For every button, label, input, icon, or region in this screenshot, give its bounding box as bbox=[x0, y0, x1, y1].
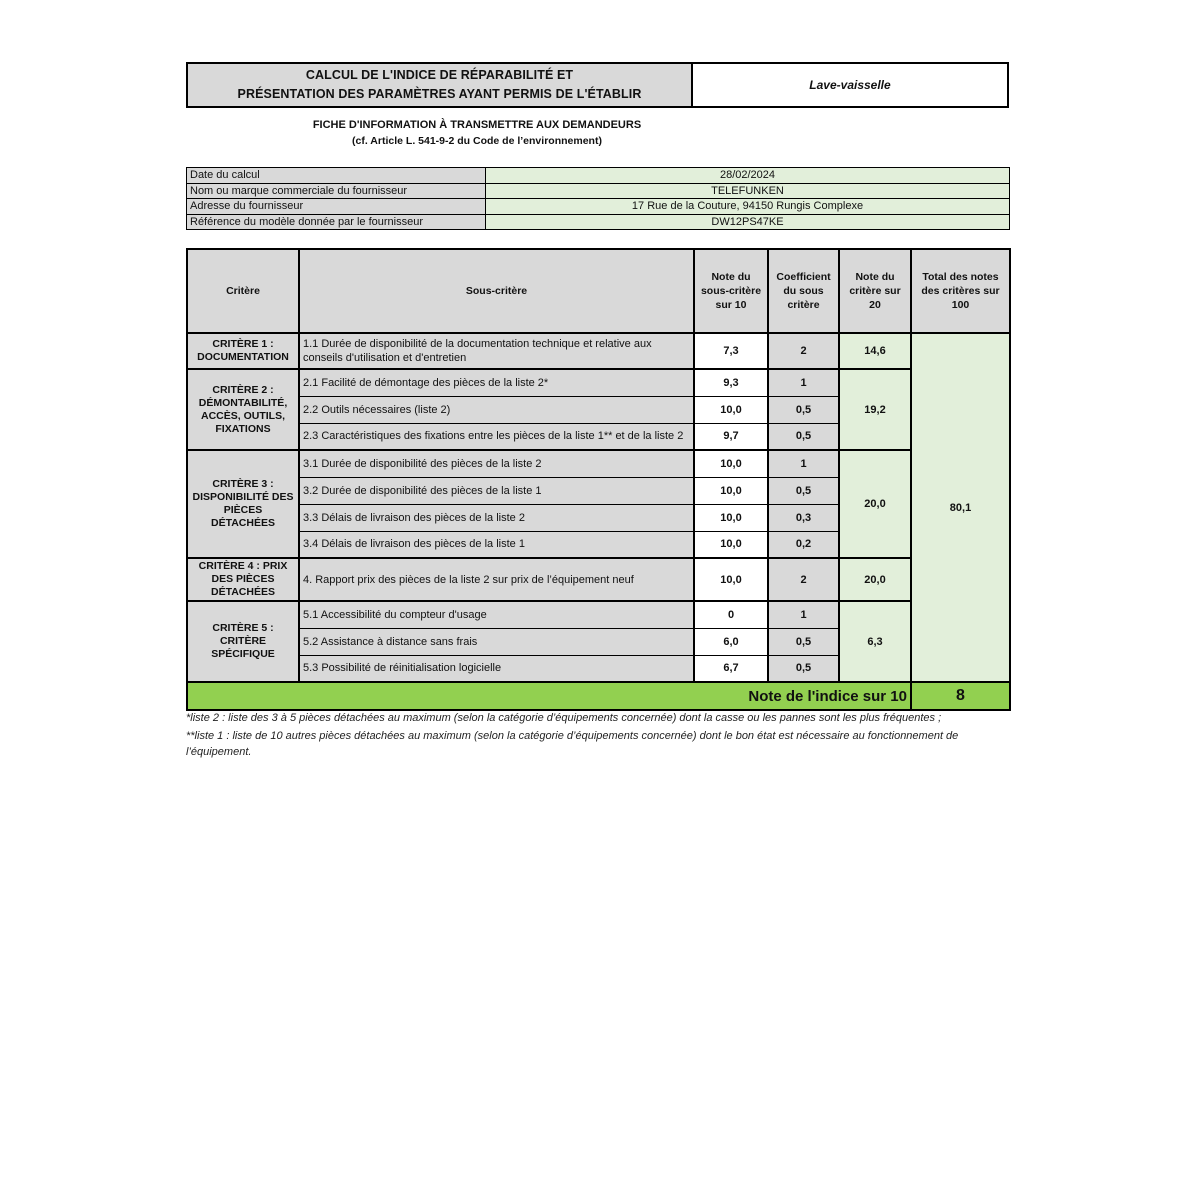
subcriterion-1-1-note: 7,3 bbox=[694, 333, 768, 369]
criterion-2-note20: 19,2 bbox=[839, 369, 911, 450]
document-title bbox=[188, 64, 693, 106]
footnote-liste2: *liste 2 : liste des 3 à 5 pièces détachées au maximum (selon la catégorie d’équipements concernée) dont la casse ou les pannes sont les plus fréquentes ; bbox=[186, 712, 942, 724]
subcriterion-2-1-note: 9,3 bbox=[694, 369, 768, 396]
subcriterion-2-2-note: 10,0 bbox=[694, 396, 768, 423]
subcriterion-3-4-coeff: 0,2 bbox=[768, 531, 839, 558]
subcriterion-5-1-label: 5.1 Accessibilité du compteur d'usage bbox=[299, 601, 694, 628]
total-notes-100: 80,1 bbox=[911, 333, 1010, 682]
subcriterion-2-2-coeff: 0,5 bbox=[768, 396, 839, 423]
subcriterion-2-3-label: 2.3 Caractéristiques des fixations entre les pièces de la liste 1** et de la liste 2 bbox=[299, 423, 694, 450]
criteria-score-table bbox=[186, 248, 1011, 711]
footnotes bbox=[186, 710, 976, 762]
criterion-5-note20: 6,3 bbox=[839, 601, 911, 682]
table-row bbox=[187, 450, 1010, 477]
subcriterion-3-3-label: 3.3 Délais de livraison des pièces de la liste 2 bbox=[299, 504, 694, 531]
subcriterion-5-3-label: 5.3 Possibilité de réinitialisation logicielle bbox=[299, 655, 694, 682]
criterion-4-name: CRITÈRE 4 : PRIX DES PIÈCES DÉTACHÉES bbox=[187, 558, 299, 601]
supplier-info-table bbox=[186, 167, 1010, 230]
subcriterion-3-1-coeff: 1 bbox=[768, 450, 839, 477]
info-label-address: Adresse du fournisseur bbox=[187, 199, 486, 215]
info-value-brand: TELEFUNKEN bbox=[486, 183, 1010, 199]
subcriterion-4-note: 10,0 bbox=[694, 558, 768, 601]
info-label-brand: Nom ou marque commerciale du fournisseur bbox=[187, 183, 486, 199]
criterion-2-name: CRITÈRE 2 : DÉMONTABILITÉ, ACCÈS, OUTILS, FIXATIONS bbox=[187, 369, 299, 450]
criterion-3-note20: 20,0 bbox=[839, 450, 911, 558]
header-note-sous-critere: Note du sous-critère sur 10 bbox=[694, 249, 768, 333]
subcriterion-3-1-note: 10,0 bbox=[694, 450, 768, 477]
subtitle: FICHE D'INFORMATION À TRANSMETTRE AUX DEMANDEURS bbox=[312, 119, 642, 131]
table-row bbox=[187, 558, 1010, 601]
subcriterion-5-2-coeff: 0,5 bbox=[768, 628, 839, 655]
table-row bbox=[187, 369, 1010, 396]
subcriterion-2-1-coeff: 1 bbox=[768, 369, 839, 396]
criterion-3-name: CRITÈRE 3 : DISPONIBILITÉ DES PIÈCES DÉTACHÉES bbox=[187, 450, 299, 558]
subcriterion-2-1-label: 2.1 Facilité de démontage des pièces de la liste 2* bbox=[299, 369, 694, 396]
document-title-line2: PRÉSENTATION DES PARAMÈTRES AYANT PERMIS DE L'ÉTABLIR bbox=[237, 87, 642, 101]
subcriterion-1-1-label: 1.1 Durée de disponibilité de la documentation technique et relative aux conseils d'utilisation et d'entretien bbox=[299, 333, 694, 369]
table-header-row bbox=[187, 249, 1010, 333]
criterion-1-note20: 14,6 bbox=[839, 333, 911, 369]
info-row-date bbox=[187, 168, 1010, 184]
subcriterion-3-1-label: 3.1 Durée de disponibilité des pièces de la liste 2 bbox=[299, 450, 694, 477]
subcriterion-3-4-note: 10,0 bbox=[694, 531, 768, 558]
info-row-model bbox=[187, 214, 1010, 230]
footnote-liste1: **liste 1 : liste de 10 autres pièces détachées au maximum (selon la catégorie d’équipements concernée) dont le bon état est nécessaire au fonctionnement de l’équipement. bbox=[186, 730, 959, 758]
header-coefficient: Coefficient du sous critère bbox=[768, 249, 839, 333]
subcriterion-3-2-coeff: 0,5 bbox=[768, 477, 839, 504]
subcriterion-4-label: 4. Rapport prix des pièces de la liste 2 sur prix de l’équipement neuf bbox=[299, 558, 694, 601]
subcriterion-3-2-label: 3.2 Durée de disponibilité des pièces de la liste 1 bbox=[299, 477, 694, 504]
subcriterion-3-4-label: 3.4 Délais de livraison des pièces de la liste 1 bbox=[299, 531, 694, 558]
document-title-line1: CALCUL DE L'INDICE DE RÉPARABILITÉ ET bbox=[305, 68, 574, 82]
subcriterion-3-3-note: 10,0 bbox=[694, 504, 768, 531]
subcriterion-2-2-label: 2.2 Outils nécessaires (liste 2) bbox=[299, 396, 694, 423]
subtitle-block bbox=[186, 118, 768, 150]
subcriterion-5-3-note: 6,7 bbox=[694, 655, 768, 682]
info-value-address: 17 Rue de la Couture, 94150 Rungis Complexe bbox=[486, 199, 1010, 215]
index-score-value: 8 bbox=[911, 682, 1010, 710]
criterion-4-note20: 20,0 bbox=[839, 558, 911, 601]
index-row bbox=[187, 682, 1010, 710]
subcriterion-5-2-label: 5.2 Assistance à distance sans frais bbox=[299, 628, 694, 655]
info-row-brand bbox=[187, 183, 1010, 199]
subcriterion-5-1-coeff: 1 bbox=[768, 601, 839, 628]
subcriterion-3-3-coeff: 0,3 bbox=[768, 504, 839, 531]
table-row bbox=[187, 333, 1010, 369]
info-label-date: Date du calcul bbox=[187, 168, 486, 184]
subcriterion-5-2-note: 6,0 bbox=[694, 628, 768, 655]
criterion-1-name: CRITÈRE 1 : DOCUMENTATION bbox=[187, 333, 299, 369]
header-critere: Critère bbox=[187, 249, 299, 333]
info-label-model: Référence du modèle donnée par le fournisseur bbox=[187, 214, 486, 230]
criterion-5-name: CRITÈRE 5 : CRITÈRE SPÉCIFIQUE bbox=[187, 601, 299, 682]
subcriterion-2-3-note: 9,7 bbox=[694, 423, 768, 450]
title-box bbox=[186, 62, 1009, 108]
header-note-critere-20: Note du critère sur 20 bbox=[839, 249, 911, 333]
subtitle-legal-reference: (cf. Article L. 541-9-2 du Code de l’environnement) bbox=[352, 135, 602, 147]
subcriterion-4-coeff: 2 bbox=[768, 558, 839, 601]
info-row-address bbox=[187, 199, 1010, 215]
subcriterion-5-1-note: 0 bbox=[694, 601, 768, 628]
header-total-100: Total des notes des critères sur 100 bbox=[911, 249, 1010, 333]
product-category: Lave-vaisselle bbox=[693, 64, 1007, 106]
index-score-label: Note de l'indice sur 10 bbox=[187, 682, 911, 710]
subcriterion-5-3-coeff: 0,5 bbox=[768, 655, 839, 682]
subcriterion-2-3-coeff: 0,5 bbox=[768, 423, 839, 450]
table-row bbox=[187, 601, 1010, 628]
subcriterion-1-1-coeff: 2 bbox=[768, 333, 839, 369]
subcriterion-3-2-note: 10,0 bbox=[694, 477, 768, 504]
header-sous-critere: Sous-critère bbox=[299, 249, 694, 333]
info-value-date: 28/02/2024 bbox=[486, 168, 1010, 184]
info-value-model: DW12PS47KE bbox=[486, 214, 1010, 230]
